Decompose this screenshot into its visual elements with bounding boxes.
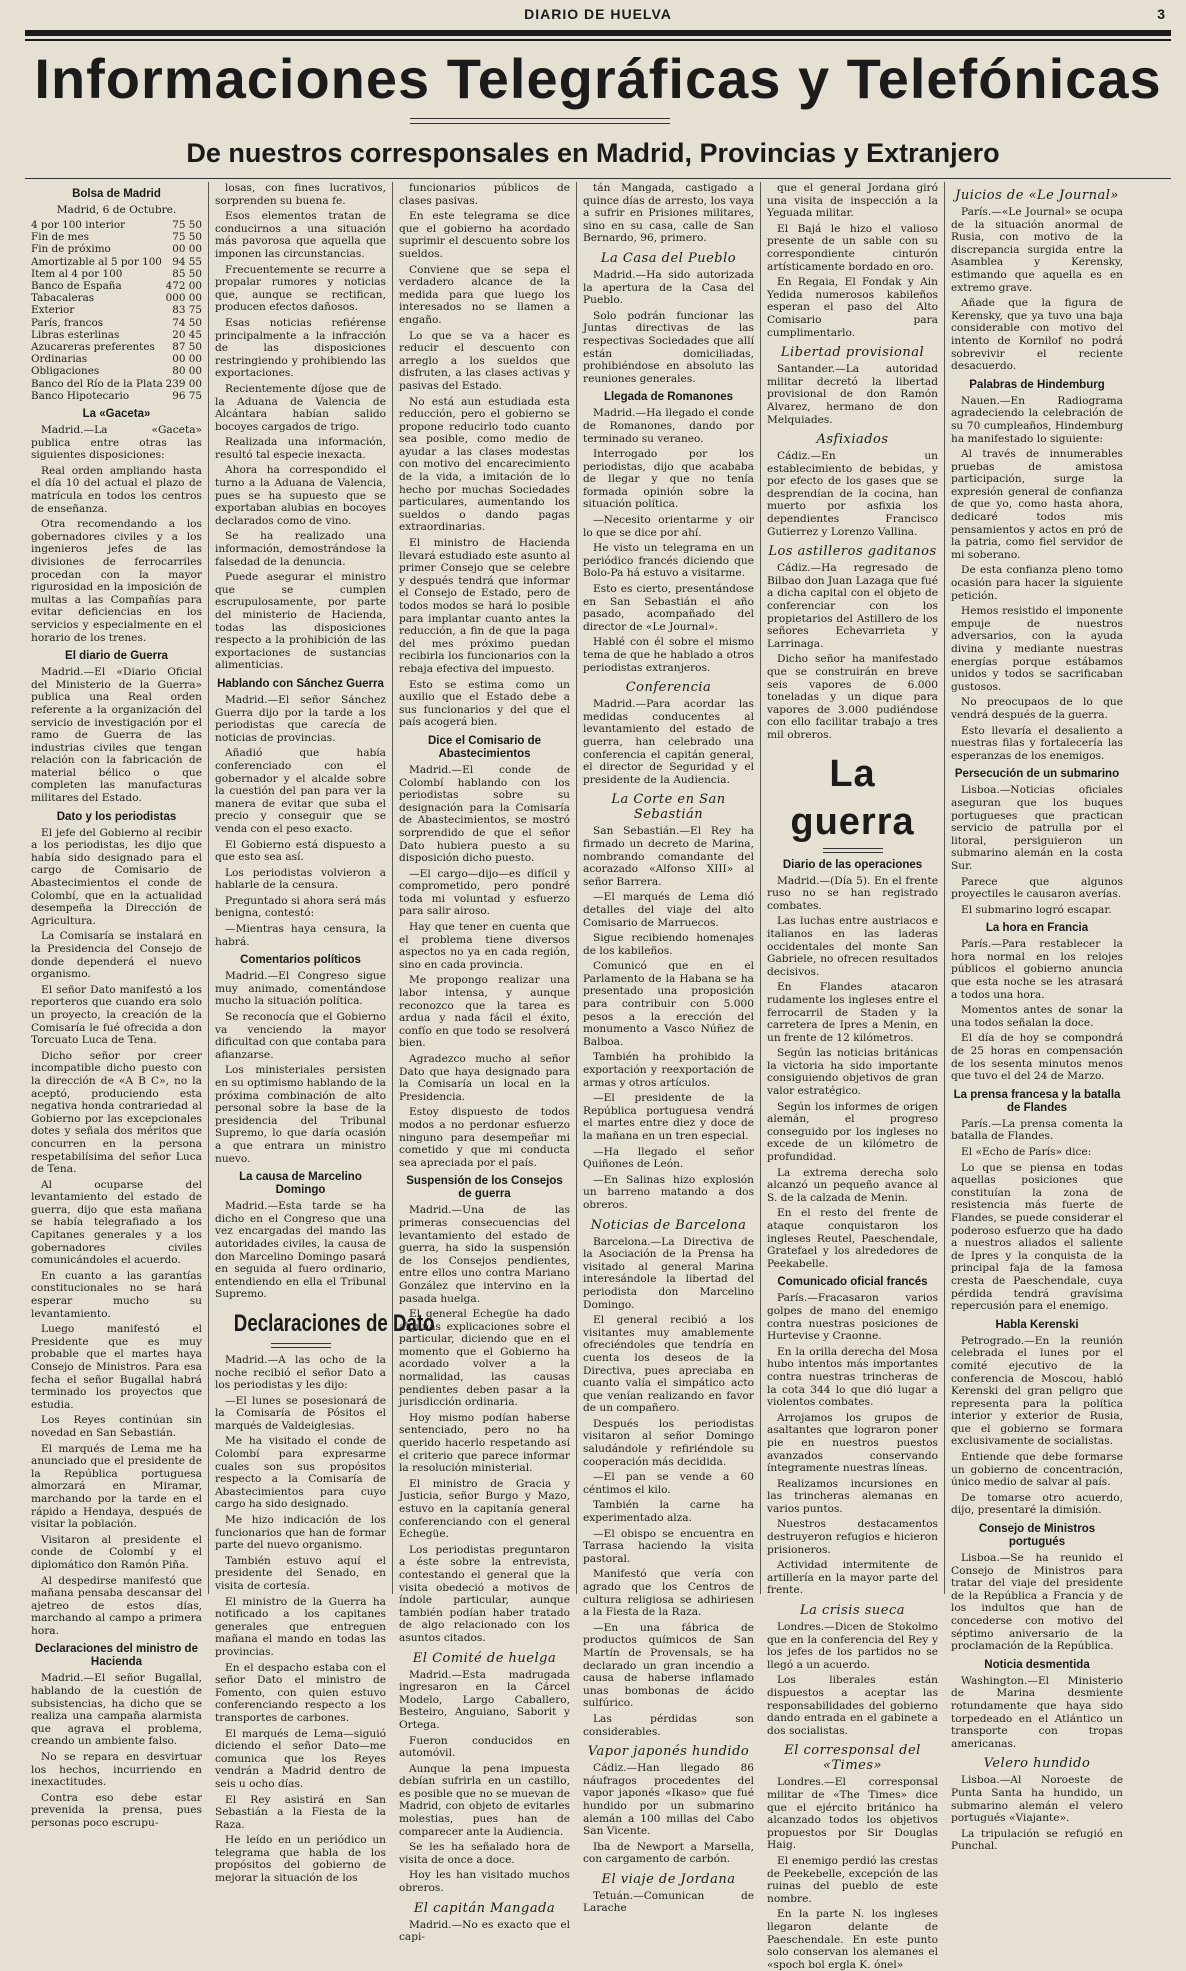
paragraph: Aunque la pena impuesta debían sufrirla en un castillo, es posible que no se muevan de Madrid, con objeto de evitarles molestias, pues han de comparecer ante la Audiencia. bbox=[399, 1762, 570, 1838]
capitan-article bbox=[399, 1919, 570, 1944]
kerenski-heading: Habla Kerenski bbox=[995, 1318, 1079, 1331]
paragraph: Hay que tener en cuenta que el problema tiene diversos aspectos no ya en cada región, sino en cada provincia. bbox=[399, 921, 570, 971]
paragraph: Dicho señor ha manifestado que se construirán en breve seis vapores de 6.000 toneladas y un dique para vapores de 3.000 pudiéndose con ello facilitar trabajo a tres mil obreros. bbox=[767, 653, 938, 741]
paragraph: Nauen.—En Radiograma agradeciendo la celebración de su 70 cumpleaños, Hindemburg ha manifestado lo siguiente: bbox=[951, 394, 1123, 445]
paragraph: El marqués de Lema—siguió diciendo el señor Dato—me comunica que los Reyes vendrán a Madrid dentro de seis u ocho días. bbox=[215, 1727, 386, 1790]
paragraph: En este telegrama se dice que el gobierno ha acordado suprimir el descuento sobre los sueldos. bbox=[399, 210, 570, 260]
paragraph: Comunicó que en el Parlamento de la Habana se ha presentado una proposición para contribuir con 5.000 pesos a la erección del monumento a Vasco Núñez de Balboa. bbox=[583, 960, 754, 1048]
paragraph: —El lunes se posesionará de la Comisaría de Pósitos el marqués de Valdeiglesias. bbox=[215, 1394, 386, 1432]
paragraph: También ha prohibido la exportación y reexportación de armas y otros artículos. bbox=[583, 1051, 754, 1089]
conferencia-article bbox=[583, 698, 754, 786]
paragraph: Después los periodistas visitaron al señor Domingo saludándole y refiriéndole su cooperación más decidida. bbox=[583, 1417, 754, 1468]
bolsa-date: Madrid, 6 de Octubre. bbox=[56, 204, 177, 216]
paragraph: Real orden ampliando hasta el día 10 del actual el plazo de matrícula en todos los centros de enseñanza. bbox=[31, 464, 202, 515]
capitan-heading: El capitán Mangada bbox=[413, 1900, 556, 1916]
paragraph: Las luchas entre austriacos e italianos en las laderas occidentales del monte San Gabriele, no ofrecen resultados decisivos. bbox=[767, 915, 938, 978]
diario-guerra-heading: El diario de Guerra bbox=[65, 650, 168, 663]
bolsa-row bbox=[31, 365, 202, 377]
declaraciones-ornament bbox=[271, 1343, 331, 1348]
crisis-sueca-heading: La crisis sueca bbox=[799, 1603, 906, 1619]
paragraph: Cádiz.—Han llegado 86 náufragos procedentes del vapor japonés «Ikaso» que fué hundido por un submarino alemán a 100 millas del Cabo San Vicente. bbox=[583, 1762, 754, 1838]
paragraph: Fueron conducidos en automóvil. bbox=[399, 1734, 570, 1760]
paragraph: La tripulación se refugió en Punchal. bbox=[951, 1827, 1123, 1853]
bolsa-label: Ordinarias bbox=[31, 353, 88, 366]
paragraph: Lo que se va a hacer es reducir el descuento con arreglo a los sueldos que disfruten, a las clases activas y pasivas del Estado. bbox=[399, 329, 570, 392]
paragraph: Arrojamos los grupos de asaltantes que lograron poner pie en nuestros puestos avanzados conservando íntegramente nuestras líneas. bbox=[767, 1411, 938, 1475]
times-article bbox=[767, 1776, 938, 1971]
bolsa-row bbox=[31, 292, 202, 304]
bolsa-label: Tabacaleras bbox=[31, 292, 95, 305]
paragraph: Según las noticias británicas la victoria ha sido importante consiguiendo objetivos de gran valor estratégico. bbox=[767, 1047, 938, 1098]
diario-guerra-article bbox=[31, 666, 202, 805]
frances-article bbox=[767, 1292, 938, 1597]
paragraph: Añade que la figura de Kerensky, que ya tuvo una baja considerable con motivo del intento de Kornilof no podrá sobrevivir el reciente desacuerdo. bbox=[951, 297, 1123, 373]
paragraph: Madrid.—No es exacto que el capi- bbox=[399, 1918, 570, 1944]
barcelona-heading: Noticias de Barcelona bbox=[590, 1217, 747, 1233]
paragraph: Al través de innumerables pruebas de amistosa participación, surge la expresión general de confianza de que yo, como hasta ahora, dedicaré todos mis pensamientos y actos en pró de la patria, como fiel servidor de mi soberano. bbox=[951, 448, 1123, 561]
paragraph: El ministro de la Guerra ha notificado a los capitanes generales que entreguen mañana el mando en todas las provincias. bbox=[215, 1595, 386, 1658]
hacienda-heading: Declaraciones del ministro de Hacienda bbox=[35, 1643, 198, 1669]
sanchez-guerra-heading: Hablando con Sánchez Guerra bbox=[217, 677, 384, 690]
paragraph: —En una fábrica de productos químicos de San Martín de Provensals, se ha declarado un gran incendio a causa de haberse inflamado unas bombonas de ácido sulfúrico. bbox=[583, 1621, 754, 1710]
column-2 bbox=[209, 182, 435, 1885]
paragraph: —Necesito orientarme y oir lo que se dice por ahí. bbox=[583, 514, 754, 539]
casa-pueblo-heading: La Casa del Pueblo bbox=[600, 250, 737, 266]
velero-article bbox=[951, 1774, 1123, 1853]
paragraph: tán Mangada, castigado a quince días de arresto, los vaya a sufrir en Prisiones militares, sino en su casa, calle de San Bernardo, 96, primero. bbox=[583, 182, 754, 245]
column-3 bbox=[393, 182, 577, 1944]
paragraph: Realizamos incursiones en las trincheras alemanas en varios puntos. bbox=[767, 1477, 938, 1515]
comite-heading: El Comité de huelga bbox=[412, 1650, 557, 1666]
paragraph: La extrema derecha solo alcanzó un pequeño avance al S. de la calzada de Menin. bbox=[767, 1166, 938, 1204]
hora-heading: La hora en Francia bbox=[985, 922, 1089, 935]
masthead bbox=[30, 6, 1166, 30]
paragraph: Me propongo realizar una labor intensa, y aunque reconozco que la tarea es ardua y nada fácil el éxito, confío en que todo se resolverá bien. bbox=[399, 974, 570, 1050]
masthead-rule bbox=[25, 30, 1171, 36]
paragraph: El marqués de Lema me ha anunciado que el presidente de la República portuguesa almorzará en Miramar, marchando por la tarde en el rápido a Hendaya, después de visitar la población. bbox=[31, 1442, 202, 1531]
paragraph: También la carne ha experimentado alza. bbox=[583, 1499, 754, 1525]
bolsa-row bbox=[31, 317, 202, 329]
bolsa-value: 75 50 bbox=[172, 219, 202, 231]
libertad-article bbox=[767, 363, 938, 426]
persecucion-article bbox=[951, 784, 1123, 916]
paragraph: El ministro de Hacienda llevará estudiado este asunto al primer Consejo que se celebre y después tendrá que informar el Consejo de Estado, pero de todos modos se hará lo posible para implantar cuanto antes la reducción, a fin de que la paga del mes próximo puedan recibirla los funcionarios con la rebaja efectiva del impuesto. bbox=[399, 537, 570, 675]
paragraph: Momentos antes de sonar la una todos señalan la doce. bbox=[951, 1004, 1123, 1029]
paragraph: El Gobierno está dispuesto a que esto sea así. bbox=[215, 838, 386, 864]
paragraph: El día de hoy se compondrá de 25 horas en compensación de los sesenta minutos menos que tuvo el del 24 de Marzo. bbox=[951, 1032, 1123, 1083]
paragraph: Sigue recibiendo homenajes de los kabileños. bbox=[583, 932, 754, 957]
conferencia-heading: Conferencia bbox=[625, 680, 712, 696]
paragraph: —El obispo se encuentra en Tarrasa haciendo la visita pastoral. bbox=[583, 1527, 754, 1565]
subtitle-rule bbox=[25, 178, 1171, 179]
paragraph: Me hizo indicación de los funcionarios que han de formar parte del nuevo organismo. bbox=[215, 1514, 386, 1552]
paragraph: —Mientras haya censura, la habrá. bbox=[215, 923, 386, 948]
paragraph: El señor Dato manifestó a los reporteros que cuando era solo un proyecto, la creación de la Comisaría le fué ofrecida a don Torcuato Luca de Tena. bbox=[31, 983, 202, 1047]
paragraph: Ahora ha correspondido el turno a la Aduana de Valencia, pues se ha supuesto que se exportaban alubias en bocoyes declarados como de vino. bbox=[215, 464, 386, 527]
bolsa-value: 00 00 bbox=[172, 243, 202, 256]
suspension-article bbox=[399, 1204, 570, 1644]
paragraph: Madrid.—Esta madrugada ingresaron en la Cárcel Modelo, Largo Caballero, Besteiro, Anguiano, Saborit y Ortega. bbox=[399, 1668, 570, 1731]
paragraph: Agradezco mucho al señor Dato que haya designado para la Comisaría un local en la Presidencia. bbox=[399, 1053, 570, 1103]
bolsa-row bbox=[31, 304, 202, 316]
hacienda-article-continued bbox=[215, 182, 386, 672]
paragraph: No preocupaos de lo que vendrá después de la guerra. bbox=[951, 696, 1123, 721]
paragraph: Madrid.—Una de las primeras consecuencias del levantamiento del estado de guerra, ha sido la suspensión de los Consejos pendientes, entre ellos uno contra Mariano González que intervino en la pasada huelga. bbox=[399, 1204, 570, 1305]
paragraph: También estuvo aquí el presidente del Senado, en visita de cortesía. bbox=[215, 1554, 386, 1592]
jordana-article bbox=[583, 1890, 754, 1915]
comisario-article bbox=[399, 764, 570, 1169]
paragraph: Petrogrado.—En la reunión celebrada el lunes por el comité ejecutivo de la conferencia de Moscou, habló Kerenski del gran peligro que representa para la política interior y exterior de Rusia, que el gobierno se formara exclusivamente de socialistas. bbox=[951, 1334, 1123, 1448]
prensa-article bbox=[951, 1118, 1123, 1313]
journal-article bbox=[951, 206, 1123, 373]
paragraph: Al ocuparse del levantamiento del estado de guerra, dijo que esta mañana se había telegrafiado a los Capitanes generales y a los gobernadores civiles comunicándoles el acuerdo. bbox=[31, 1178, 202, 1267]
paragraph: Esto es cierto, presentándose en San Sebastián el año pasado, acompañado del director de «Le Journal». bbox=[583, 583, 754, 633]
column-4 bbox=[577, 182, 761, 1915]
paragraph: El Bajá le hizo el valioso presente de un sable con su correspondiente cinturón artísticamente bordado en oro. bbox=[767, 222, 938, 273]
libertad-heading: Libertad provisional bbox=[780, 345, 925, 361]
bolsa-label: Banco Hipotecario bbox=[31, 389, 130, 402]
paragraph: Añadió que había conferenciado con el gobernador y el alcalde sobre la cuestión del pan para ver la manera de evitar que suba el precio y conseguir que se venda con el peso exacto. bbox=[215, 747, 386, 835]
paragraph: Lo que se piensa en todas aquellas posiciones que constituían la zona de resistencia más fuerte de Flandes, se puede considerar el poderoso esfuerzo que ha dado a nuestros aliados el saliente de Ipres y la conquista de la principal faja de la famosa cresta de Paeschendale, cuya pérdida tendrá gravísima repercusión para el enemigo. bbox=[951, 1161, 1123, 1313]
paragraph: Esto se estima como un auxilio que el Estado debe a sus funcionarios y del que el país acogerá bien. bbox=[399, 678, 570, 729]
paragraph: La Comisaría se instalará en la Presidencia del Consejo de donde dependerá el nuevo organismo. bbox=[31, 930, 202, 981]
paragraph: Los Reyes continúan sin novedad en San Sebastián. bbox=[31, 1414, 202, 1439]
paragraph: El Rey asistirá en San Sebastián a la Fiesta de la Raza. bbox=[215, 1793, 386, 1831]
funcionarios-article bbox=[399, 182, 570, 729]
paragraph: Puede asegurar el ministro que se cumplen escrupulosamente, por parte del ministerio de Hacienda, todas las disposiciones respecto a la prohibición de las exportaciones de sustancias alimenticias. bbox=[215, 571, 386, 672]
bolsa-value: 20 45 bbox=[172, 328, 202, 341]
bolsa-value: 96 75 bbox=[172, 389, 202, 402]
paragraph: En la orilla derecha del Mosa hubo intentos más importantes contra nuestras trincheras de la cota 344 lo que dió lugar a violentos combates. bbox=[767, 1345, 938, 1409]
hindemburg-article bbox=[951, 395, 1123, 763]
bolsa-row bbox=[31, 378, 202, 390]
bolsa-row bbox=[31, 219, 202, 231]
bolsa-row bbox=[31, 243, 202, 255]
bolsa-row bbox=[31, 341, 202, 353]
bolsa-row bbox=[31, 268, 202, 280]
paragraph: Luego manifestó el Presidente que es muy probable que el martes haya Consejo de Ministros. Para esa fecha el señor Bugallal habrá terminado los proyectos que estudia. bbox=[31, 1323, 202, 1411]
bolsa-table bbox=[31, 219, 202, 402]
paragraph: Nuestros destacamentos destruyeron refugios e hicieron prisioneros. bbox=[767, 1518, 938, 1556]
suspension-heading: Suspensión de los Consejos de guerra bbox=[406, 1175, 563, 1201]
paragraph: Parece que algunos proyectiles le causaron averías. bbox=[951, 875, 1123, 901]
sanchez-guerra-article bbox=[215, 694, 386, 948]
jordana-article-continued bbox=[767, 182, 938, 339]
jordana-heading: El viaje de Jordana bbox=[601, 1871, 736, 1887]
bolsa-row bbox=[31, 329, 202, 341]
paragraph: —El cargo—dijo—es difícil y comprometido, pero pondré toda mi voluntad y esfuerzo para salir airoso. bbox=[399, 867, 570, 918]
paragraph: El «Echo de París» dice: bbox=[961, 1146, 1092, 1158]
velero-heading: Velero hundido bbox=[983, 1756, 1091, 1772]
diario-operaciones-heading: Diario de las operaciones bbox=[782, 858, 923, 871]
paragraph: Hablé con él sobre el mismo tema de que he hablado a otros periodistas extranjeros. bbox=[583, 636, 754, 674]
guerra-heading: La guerra bbox=[790, 752, 915, 843]
page-number: 3 bbox=[1157, 6, 1166, 22]
vapor-article bbox=[583, 1762, 754, 1866]
paragraph: Lisboa.—Noticias oficiales aseguran que los buques portugueses que practican servicio de patrulla por el litoral, persiguieron un submarino alemán en la costa Sur. bbox=[951, 784, 1123, 872]
paragraph: funcionarios públicos de clases pasivas. bbox=[399, 182, 570, 207]
casa-pueblo-article bbox=[583, 269, 754, 385]
bolsa-value: 000 00 bbox=[165, 292, 202, 305]
paragraph: Barcelona.—La Directiva de la Asociación de la Prensa ha visitado al general Marina interesándole la libertad del periodista don Marcelino Domingo. bbox=[583, 1235, 754, 1311]
diario-operaciones-article bbox=[767, 875, 938, 1271]
main-title: Informaciones Telegráficas y Telefónicas bbox=[34, 47, 1162, 110]
paragraph: losas, con fines lucrativos, sorprenden su buena fe. bbox=[215, 182, 386, 207]
paragraph: Iba de Newport a Marsella, con cargamento de carbón. bbox=[583, 1840, 754, 1866]
paragraph: En Regaia, El Fondak y Ain Yedida numerosos kabileños esperan el paso del Alto Comisario para cumplimentarlo. bbox=[767, 276, 938, 339]
comentarios-heading: Comentarios políticos bbox=[240, 954, 361, 967]
subtitle: De nuestros corresponsales en Madrid, Provincias y Extranjero bbox=[186, 138, 1000, 168]
column-5 bbox=[761, 182, 945, 1971]
kerenski-article bbox=[951, 1335, 1123, 1517]
paragraph: Tetuán.—Comunican de Larache bbox=[583, 1889, 754, 1915]
paragraph: El general recibió a los visitantes muy amablemente ofreciéndoles que tendría en cuenta los deseos de la Directiva, pues apreciaba en cuanto valía el simpático acto que venían realizando en favor de un compañero. bbox=[583, 1314, 754, 1415]
paragraph: Realizada una información, resultó tal especie inexacta. bbox=[215, 436, 386, 461]
asfixiados-article bbox=[767, 450, 938, 538]
paragraph: Lisboa.—Se ha reunido el Consejo de Ministros para tratar del viaje del presidente de la República a Francia y de los indultos que han de concederse con motivo del séptimo aniversario de la proclamación de la República. bbox=[951, 1552, 1123, 1653]
bolsa-row bbox=[31, 231, 202, 243]
paragraph: Madrid.—A las ocho de la noche recibió el señor Dato a los periodistas y les dijo: bbox=[215, 1353, 386, 1392]
paragraph: Manifestó que vería con agrado que los Centros de cultura religiosa se adhiriesen a la Fiesta de la Raza. bbox=[583, 1568, 754, 1619]
paragraph: Se reconocía que el Gobierno va venciendo la mayor dificultad con que contaba para afianzarse. bbox=[215, 1011, 386, 1061]
paragraph: París.—Para restablecer la hora normal en los relojes públicos el gobierno anuncia que esta noche se les atrasará a todos una hora. bbox=[951, 938, 1123, 1001]
marcelino-heading: La causa de Marcelino Domingo bbox=[239, 1171, 362, 1197]
bolsa-label: 4 por 100 interior bbox=[31, 219, 126, 231]
hindemburg-heading: Palabras de Hindemburg bbox=[969, 378, 1105, 391]
paragraph: Londres.—Dicen de Stokolmo que en la conferencia del Rey y los jefes de los partidos no se llegó a un acuerdo. bbox=[767, 1621, 938, 1671]
paragraph: Estoy dispuesto de todos modos a no perdonar esfuerzo ninguno para desempeñar mi cometido y que mi conducta sea apreciada por el país. bbox=[399, 1106, 570, 1169]
romanones-article bbox=[583, 407, 754, 674]
paragraph: Hoy les han visitado muchos obreros. bbox=[399, 1869, 570, 1895]
paragraph: Cádiz.—En un establecimiento de bebidas, y por efecto de los gases que se desprendían de la cocina, han muerto por asfixia los dependientes Francisco Gutierrez y Lorenzo Vallina. bbox=[767, 450, 938, 538]
astilleros-article bbox=[767, 562, 938, 741]
paragraph: Visitaron al presidente el conde de Colombí y el diplomático don Ramón Piña. bbox=[31, 1533, 202, 1571]
paragraph: Madrid.—El Congreso sigue muy animado, comentándose mucho la situación política. bbox=[215, 970, 386, 1008]
bolsa-value: 87 50 bbox=[172, 341, 202, 354]
corte-article bbox=[583, 825, 754, 1211]
hacienda-article bbox=[31, 1672, 202, 1829]
paragraph: Los periodistas preguntaron a éste sobre la entrevista, contestando el general que la visita obedeció a motivos de índole particular, aunque también podían haber tratado de algo relacionado con los asuntos citados. bbox=[399, 1543, 570, 1644]
times-heading: El corresponsal del «Times» bbox=[784, 1743, 921, 1774]
comite-article bbox=[399, 1669, 570, 1895]
paragraph: Madrid.—La «Gaceta» publica entre otras las siguientes disposiciones: bbox=[31, 424, 202, 462]
paper-name: DIARIO DE HUELVA bbox=[524, 6, 672, 22]
bolsa-value: 80 00 bbox=[172, 365, 202, 378]
paragraph: Madrid.—Ha llegado el conde de Romanones, dando por terminado su veraneo. bbox=[583, 407, 754, 445]
paragraph: Contra eso debe estar prevenida la prensa, pues personas poco escrupu- bbox=[31, 1791, 202, 1830]
paragraph: No se repara en desvirtuar los hechos, incurriendo en inexactitudes. bbox=[31, 1751, 202, 1789]
paragraph: Washington.—El Ministerio de Marina desmiente rotundamente que haya sido torpedeado en el Atlántico un transporte con tropas americanas. bbox=[951, 1674, 1123, 1750]
paragraph: —En Salinas hizo explosión un barreno matando a dos obreros. bbox=[583, 1173, 754, 1211]
paragraph: Conviene que se sepa el verdadero alcance de la medida para que luego los interesados no se llamen a engaño. bbox=[399, 263, 570, 326]
paragraph: Los periodistas volvieron a hablarle de la censura. bbox=[215, 866, 386, 892]
bolsa-label: Libras esterlinas bbox=[31, 328, 120, 341]
paragraph: En el resto del frente de ataque conquistaron los ingleses Reutel, Paeschendale, Gratefael y los alrededores de Peekabelle. bbox=[767, 1207, 938, 1270]
paragraph: He leído en un periódico un telegrama que habla de los propósitos del gobierno de mejorar la situación de los bbox=[215, 1834, 386, 1885]
paragraph: El submarino logró escapar. bbox=[961, 903, 1112, 916]
paragraph: París.—La prensa comenta la batalla de Flandes. bbox=[951, 1117, 1123, 1143]
paragraph: París.—«Le Journal» se ocupa de la situación anormal de Rusia, con motivo de la discrepancia surgida entre la Asamblea y Kerensky, estimando que aquella es en extremo grave. bbox=[951, 206, 1123, 294]
asfixiados-heading: Asfixiados bbox=[816, 432, 889, 448]
paragraph: Madrid.—El señor Bugallal, hablando de la cuestión de subsistencias, ha dicho que se realiza una campaña alarmista que agrava el problema, creando un ambiente falso. bbox=[31, 1672, 202, 1748]
bolsa-label: Item al 4 por 100 bbox=[31, 267, 123, 280]
prensa-heading: La prensa francesa y la batalla de Flandes bbox=[953, 1088, 1121, 1114]
bolsa-value: 83 75 bbox=[172, 304, 202, 317]
bolsa-label: Banco de España bbox=[31, 280, 122, 293]
bolsa-row bbox=[31, 256, 202, 268]
paragraph: He visto un telegrama en un periódico francés diciendo que Bolo-Pa há estuvo a visitarme. bbox=[583, 542, 754, 580]
bolsa-value: 239 00 bbox=[165, 377, 202, 390]
paragraph: Las pérdidas son considerables. bbox=[583, 1712, 754, 1738]
paragraph: El jefe del Gobierno al recibir a los periodistas, les dijo que había sido designado para el cargo de Comisario de Abastecimientos el conde de Colombí, que en la actualidad desempeña la Dirección de Agricultura. bbox=[31, 826, 202, 927]
vapor-heading: Vapor japonés hundido bbox=[587, 1744, 750, 1760]
paragraph: En la parte N. los ingleses llegaron delante de Paeschendale. En este punto solo conservan los alemanes el «spoch bol ergla K. ónel» bbox=[767, 1908, 938, 1971]
paragraph: Santander.—La autoridad militar decretó la libertad provisional de don Ramón Alvarez, hermano de don Melquiades. bbox=[767, 363, 938, 426]
paragraph: Esto llevaría el desaliento a nuestras filas y fortalecería las esperanzas de los enemigos. bbox=[951, 724, 1123, 762]
astilleros-heading: Los astilleros gaditanos bbox=[768, 544, 937, 560]
paragraph: París.—Fracasaron varios golpes de mano del enemigo contra nuestras posiciones de Hurtevise y Craonne. bbox=[767, 1292, 938, 1343]
hora-article bbox=[951, 938, 1123, 1083]
declaraciones-heading: Declaraciones de Dato bbox=[233, 1309, 435, 1337]
bolsa-value: 94 55 bbox=[172, 255, 202, 268]
desmentida-article bbox=[951, 1675, 1123, 1751]
paragraph: Madrid.—Para acordar las medidas conducentes al levantamiento del estado de guerra, han celebrado una conferencia el capitán general, el director de Seguridad y el presidente de la Audiencia. bbox=[583, 698, 754, 786]
bolsa-label: Azucareras preferentes bbox=[31, 341, 155, 354]
bolsa-heading: Bolsa de Madrid bbox=[72, 188, 161, 200]
paragraph: Madrid.—El señor Sánchez Guerra dijo por la tarde a los periodistas que carecía de noticias de provincias. bbox=[215, 693, 386, 744]
dato-periodistas-article bbox=[31, 827, 202, 1638]
consejo-heading: Consejo de Ministros portugués bbox=[978, 1523, 1096, 1549]
bolsa-value: 75 50 bbox=[172, 231, 202, 244]
paragraph: En cuanto a las garantías constitucionales no se hará esperar mucho su levantamiento. bbox=[31, 1269, 202, 1320]
paragraph: Madrid.—(Día 5). En el frente ruso no se han registrado combates. bbox=[767, 874, 938, 912]
paragraph: Esas noticias refiérense principalmente a la infracción de las disposiciones restringiendo y prohibiendo las exportaciones. bbox=[215, 316, 386, 380]
crisis-sueca-article bbox=[767, 1621, 938, 1737]
journal-heading: Juicios de «Le Journal» bbox=[955, 188, 1119, 203]
paragraph: Hoy mismo podían haberse sentenciado, pero no ha querido hacerlo respetando así el criterio que parece informar la resolución ministerial. bbox=[399, 1411, 570, 1475]
desmentida-heading: Noticia desmentida bbox=[984, 1658, 1090, 1671]
bolsa-label: Obligaciones bbox=[31, 365, 100, 378]
paragraph: Hemos resistido el imponente empuje de nuestros adversarios, con la ayuda divina y mediante nuestras energías porque estábamos unidos y todos se sacrificaban gustosos. bbox=[951, 605, 1123, 693]
paragraph: Madrid.—El conde de Colombí hablando con los periodistas sobre su designación para la Comisaría de Abastecimientos, se mostró sorprendido de que el señor Dato hubiera puesto a su disposición dicho puesto. bbox=[399, 763, 570, 865]
guerra-ornament bbox=[823, 848, 883, 853]
consejo-article bbox=[951, 1552, 1123, 1653]
dato-periodistas-heading: Dato y los periodistas bbox=[56, 810, 177, 823]
paragraph: En Flandes atacaron rudamente los ingleses entre el ferrocarril de Staden y la carretera de Ipres a Menin, en un frente de 12 kilómetros. bbox=[767, 981, 938, 1044]
paragraph: que el general Jordana giró una visita de inspección a la Yeguada militar. bbox=[767, 182, 938, 220]
paragraph: Los liberales están dispuestos a aceptar las responsabilidades del gobierno dando entrada en el gabinete a dos socialistas. bbox=[767, 1674, 938, 1737]
paragraph: Madrid.—Esta tarde se ha dicho en el Congreso que una vez encargadas del mando las autoridades civiles, la causa de don Marcelino Domingo pasará en seguida al fuero ordinario, entendiendo en ella el Tribunal Supremo. bbox=[215, 1200, 386, 1301]
columns bbox=[25, 182, 1171, 1971]
paragraph: —El pan se vende a 60 céntimos el kilo. bbox=[583, 1471, 754, 1496]
bolsa-label: Amortizable al 5 por 100 bbox=[31, 255, 162, 268]
paragraph: Al despedirse manifestó que mañana pensaba descansar del ajetreo de estos días, marchando al campo a primera hora. bbox=[31, 1574, 202, 1637]
bolsa-label: Fin de próximo bbox=[31, 243, 111, 256]
paragraph: Se ha realizado una información, demostrándose la falsedad de la denuncia. bbox=[215, 530, 386, 568]
paragraph: Los ministeriales persisten en su optimismo hablando de la próxima combinación de alto personal sobre la base de la presidencia del Tribunal Supremo, lo que daría ocasión a que entrara un ministro nuevo. bbox=[215, 1064, 386, 1165]
bolsa-value: 85 50 bbox=[172, 267, 202, 280]
paragraph: Madrid.—Ha sido autorizada la apertura de la Casa del Pueblo. bbox=[583, 268, 754, 307]
paragraph: —El marqués de Lema dió detalles del viaje del alto Comisario de Marruecos. bbox=[583, 891, 754, 929]
paragraph: Madrid.—El «Diario Oficial del Ministerio de la Guerra» publica una Real orden referente a la organización del servicio de investigación por el ramo de Guerra de las industrias civiles que tengan relación con la fabricación de material bélico o que completen las manufacturas militares del Estado. bbox=[31, 666, 202, 805]
bolsa-row bbox=[31, 390, 202, 402]
paragraph: Recientemente díjose que de la Aduana de Valencia de Alcántara habían salido bocoyes cargados de trigo. bbox=[215, 382, 386, 433]
persecucion-heading: Persecución de un submarino bbox=[954, 768, 1120, 781]
declaraciones-article bbox=[215, 1354, 386, 1885]
bolsa-value: 74 50 bbox=[172, 316, 202, 329]
bolsa-row bbox=[31, 280, 202, 292]
romanones-heading: Llegada de Romanones bbox=[603, 391, 734, 404]
barcelona-article bbox=[583, 1236, 754, 1739]
column-6 bbox=[945, 182, 1129, 1853]
paragraph: El enemigo perdió las crestas de Peekebelle, excepción de las ruinas del pueblo de este nombre. bbox=[767, 1854, 938, 1905]
paragraph: —El presidente de la República portuguesa vendrá el martes entre diez y doce de la mañana en un tren especial. bbox=[583, 1092, 754, 1142]
paragraph: Lisboa.—Al Noroeste de Punta Santa ha hundido, un submarino alemán el velero portugués «Viajante». bbox=[951, 1774, 1123, 1825]
paragraph: El general Echegüe ha dado algunas explicaciones sobre el particular, diciendo que en el momento que el Gobierno ha acordado volver a la normalidad, las causas pendientes deben pasar a la jurisdicción ordinaria. bbox=[399, 1308, 570, 1409]
bolsa-value: 00 00 bbox=[172, 353, 202, 366]
paragraph: Frecuentemente se recurre a propalar rumores y noticias que, aunque se rectifican, producen efectos dañosos. bbox=[215, 263, 386, 314]
paragraph: Se les ha señalado hora de visita de once a doce. bbox=[399, 1841, 570, 1866]
paragraph: Me ha visitado el conde de Colombí para expresarme cuales son sus propósitos respecto a la Comisaría de Abastecimientos para cuyo cargo ha sido designado. bbox=[215, 1435, 386, 1511]
bolsa-label: Fin de mes bbox=[31, 231, 89, 244]
bolsa-label: París, francos bbox=[31, 316, 104, 329]
paragraph: San Sebastián.—El Rey ha firmado un decreto de Marina, nombrando comandante del acorazado «Alfonso XIII» al señor Barrera. bbox=[583, 825, 754, 888]
paragraph: —Ha llegado el señor Quiñones de León. bbox=[583, 1145, 754, 1171]
corte-heading: La Corte en San Sebastián bbox=[611, 792, 726, 823]
paragraph: Interrogado por los periodistas, dijo que acababa de llegar y que no tenía formada opinión sobre la situación política. bbox=[583, 448, 754, 511]
paragraph: De tomarse otro acuerdo, dijo, presentaré la dimisión. bbox=[951, 1491, 1123, 1517]
paragraph: De esta confianza pleno tomo ocasión para hacer la siguiente petición. bbox=[951, 564, 1123, 602]
gaceta-heading: La «Gaceta» bbox=[82, 408, 151, 421]
bolsa-label: Exterior bbox=[31, 304, 75, 317]
bolsa-value: 472 00 bbox=[165, 280, 202, 293]
column-1 bbox=[25, 182, 209, 1830]
paragraph: Preguntado si ahora será más benigna, contestó: bbox=[215, 894, 386, 920]
paragraph: Entiende que debe formarse un gobierno de concentración, único medio de salvar al país. bbox=[951, 1451, 1123, 1489]
capitan-article-continued bbox=[583, 182, 754, 245]
marcelino-article bbox=[215, 1200, 386, 1301]
bolsa-label: Banco del Río de la Plata bbox=[31, 377, 163, 390]
paragraph: Dicho señor por creer incompatible dicho puesto con la dirección de «A B C», no la aceptó, produciendo esta negativa honda contrariedad al Gobierno por las excepcionales dotes y señala dos méritos que concurren en la persona respetabilísima del señor Luca de Tena. bbox=[31, 1049, 202, 1176]
bolsa-row bbox=[31, 353, 202, 365]
gaceta-article bbox=[31, 424, 202, 644]
paragraph: Otra recomendando a los gobernadores civiles y a los ingenieros jefes de las divisiones de ferrocarriles procedan con la mayor rigurosidad en la imposición de multas a las Compañías para evitar deficiencias en los servicios y especialmente en el horario de los trenes. bbox=[31, 518, 202, 644]
paragraph: Según los informes de origen alemán, el progreso conseguido por los ingleses no excede de un kilómetro de profundidad. bbox=[767, 1100, 938, 1164]
paragraph: El ministro de Gracia y Justicia, señor Burgo y Mazo, estuvo en la capitanía general conferenciando con el general Echegüe. bbox=[399, 1477, 570, 1541]
paragraph: Cádiz.—Ha regresado de Bilbao don Juan Lazaga que fué a dicha capital con el objeto de conferenciar con los propietarios del Astillero de los señores Echevarrieta y Larrinaga. bbox=[767, 562, 938, 650]
paragraph: No está aun estudiada esta reducción, pero el gobierno se propone reducirlo todo cuanto sea posible, como medio de ayudar a las clases modestas con motivo del encarecimiento de la vida, a imitación de lo hecho por muchas Sociedades particulares, aumentando los sueldos o dando pagas extraordinarias. bbox=[399, 395, 570, 534]
paragraph: Londres.—El corresponsal militar de «The Times» dice que el ejército británico ha alcanzado todos los objetivos propuestos por Sir Douglas Haig. bbox=[767, 1776, 938, 1852]
comentarios-article bbox=[215, 970, 386, 1165]
paragraph: Esos elementos tratan de conducirnos a una situación más pavorosa que aquella que imponen las circunstancias. bbox=[215, 210, 386, 260]
title-ornament bbox=[410, 118, 670, 124]
paragraph: Solo podrán funcionar las Juntas directivas de las respectivas Sociedades que allí están domiciliadas, prohibiéndose en absoluto las reuniones generales. bbox=[583, 309, 754, 385]
comisario-heading: Dice el Comisario de Abastecimientos bbox=[427, 734, 542, 760]
paragraph: Actividad intermitente de artillería en la mayor parte del frente. bbox=[767, 1559, 938, 1597]
frances-heading: Comunicado oficial francés bbox=[777, 1276, 928, 1289]
paragraph: En el despacho estaba con el señor Dato el ministro de Fomento, con quien estuvo conferenciando respecto a los transportes de carbones. bbox=[215, 1661, 386, 1724]
